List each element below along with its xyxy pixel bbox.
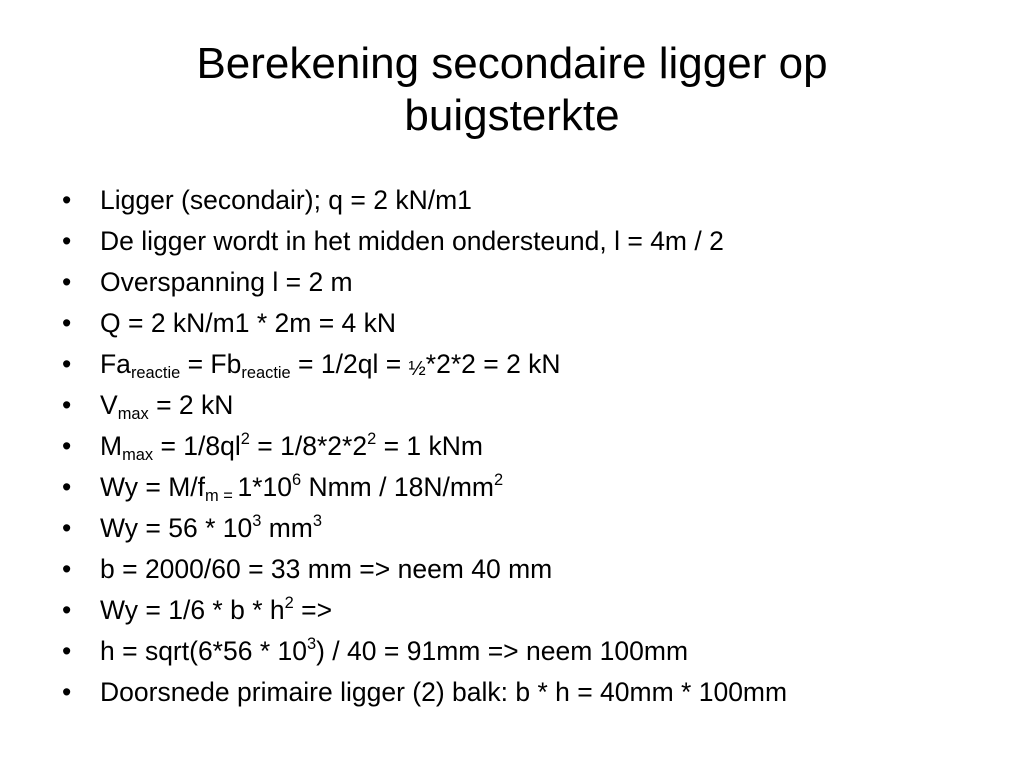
text-part: mm — [261, 513, 313, 543]
bullet-icon: • — [62, 226, 72, 256]
superscript: 3 — [312, 512, 323, 531]
text-part: V — [100, 390, 118, 420]
text-part: Wy = 56 * 10 — [100, 513, 253, 543]
subscript: reactie — [241, 364, 291, 383]
bullet-item-support — [62, 221, 942, 262]
bullet-icon: • — [62, 390, 72, 420]
text-part: Wy = M/f — [100, 472, 206, 502]
bullet-item-cross-section — [62, 672, 900, 706]
bullet-icon: • — [62, 349, 72, 379]
bullet-text — [100, 513, 322, 543]
bullet-item-wy-formula — [62, 467, 942, 508]
text-part: = 1 kNm — [376, 431, 483, 461]
fraction: ½ — [408, 356, 426, 380]
bullet-list — [62, 180, 942, 706]
text-part: = 1/8ql — [153, 431, 241, 461]
bullet-item-wy-value — [62, 508, 942, 549]
bullet-text — [100, 636, 688, 666]
subscript: max — [117, 405, 149, 424]
subscript: m = — [205, 487, 238, 506]
bullet-text: Q = 2 kN/m1 * 2m = 4 kN — [100, 308, 397, 338]
bullet-icon: • — [62, 677, 72, 707]
text-part: 1*10 — [237, 472, 292, 502]
superscript: 3 — [306, 635, 317, 654]
text-part: h = sqrt(6*56 * 10 — [100, 636, 307, 666]
text-part: *2*2 = 2 kN — [425, 349, 561, 379]
bullet-text — [100, 349, 561, 383]
superscript: 2 — [367, 430, 377, 449]
superscript: 6 — [291, 471, 302, 490]
text-part: => — [293, 595, 333, 625]
text-part: = 1/8*2*2 — [249, 431, 368, 461]
bullet-item-load — [62, 180, 942, 221]
bullet-text: Ligger (secondair); q = 2 kN/m1 — [100, 185, 472, 215]
bullet-item-reactions — [62, 344, 942, 385]
bullet-item-span — [62, 262, 942, 303]
bullet-icon: • — [62, 431, 72, 461]
text-part: Nmm / 18N/mm — [301, 472, 494, 502]
bullet-icon: • — [62, 308, 72, 338]
superscript: 3 — [252, 512, 262, 531]
bullet-text: b = 2000/60 = 33 mm => neem 40 mm — [100, 554, 553, 584]
text-part: = Fb — [180, 349, 242, 379]
text-part: M — [100, 431, 123, 461]
text-part: = 2 kN — [148, 390, 234, 420]
superscript: 2 — [284, 594, 294, 613]
subscript: max — [122, 446, 154, 465]
title-line-1: Berekening secondaire ligger op — [196, 39, 828, 88]
bullet-item-total-load — [62, 303, 942, 344]
bullet-item-vmax — [62, 385, 942, 426]
bullet-icon: • — [62, 636, 72, 666]
text-part: Wy = 1/6 * b * h — [100, 595, 285, 625]
bullet-icon: • — [62, 513, 72, 543]
bullet-item-mmax — [62, 426, 942, 467]
bullet-icon: • — [62, 595, 72, 625]
bullet-item-height — [62, 631, 942, 672]
bullet-text — [100, 471, 504, 506]
text-part: Fa — [100, 349, 131, 379]
bullet-icon: • — [62, 185, 72, 215]
bullet-text: Overspanning l = 2 m — [100, 267, 353, 297]
bullet-text — [100, 430, 483, 465]
bullet-text — [100, 390, 234, 424]
bullet-text — [100, 595, 332, 625]
bullet-item-width — [62, 549, 942, 590]
bullet-text: Doorsnede primaire ligger (2) balk: b * h = 40mm * 100mm — [100, 677, 788, 707]
slide-title — [60, 38, 964, 142]
superscript: 2 — [240, 430, 250, 449]
bullet-icon: • — [62, 267, 72, 297]
bullet-icon: • — [62, 472, 72, 502]
text-part: = 1/2ql = — [290, 349, 409, 379]
text-part: ) / 40 = 91mm => neem 100mm — [316, 636, 689, 666]
bullet-item-wy-section — [62, 590, 942, 631]
subscript: reactie — [130, 364, 181, 383]
title-line-2: buigsterkte — [404, 91, 620, 140]
bullet-icon: • — [62, 554, 72, 584]
superscript: 2 — [493, 471, 504, 490]
bullet-text: De ligger wordt in het midden ondersteund, l = 4m / 2 — [100, 226, 724, 256]
